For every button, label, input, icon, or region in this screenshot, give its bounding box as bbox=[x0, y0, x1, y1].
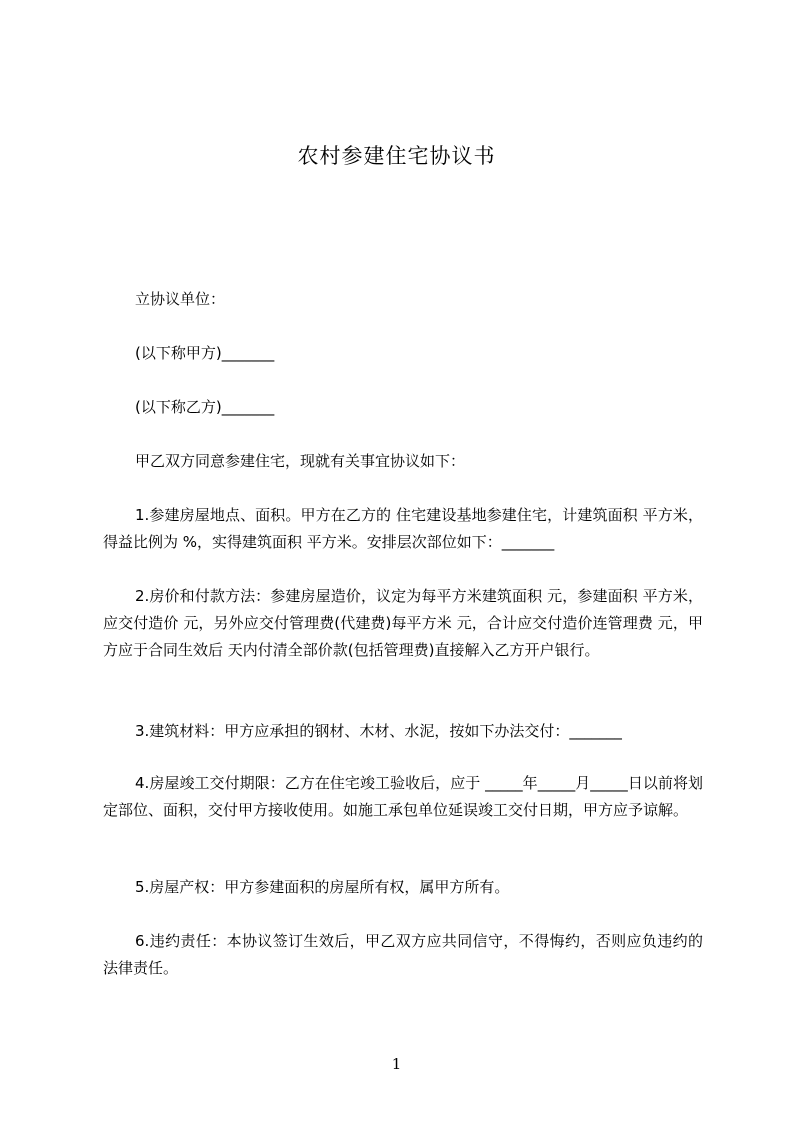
paragraph-party-b bbox=[103, 394, 703, 421]
paragraph-text: 3.建筑材料：甲方应承担的钢材、木材、水泥，按如下办法交付：_______ bbox=[135, 722, 622, 740]
clause-3-materials bbox=[103, 718, 703, 745]
paragraph-party-a bbox=[103, 340, 703, 367]
paragraph-text: 1.参建房屋地点、面积。甲方在乙方的 住宅建设基地参建住宅，计建筑面积 平方米，得益比例为 %，实得建筑面积 平方米。安排层次部位如下：_______ bbox=[103, 506, 703, 551]
paragraph-text: 甲乙双方同意参建住宅，现就有关事宜协议如下： bbox=[135, 452, 466, 470]
paragraph-text: 5.房屋产权：甲方参建面积的房屋所有权，属甲方所有。 bbox=[135, 878, 510, 896]
paragraph-text: 2.房价和付款方法：参建房屋造价，议定为每平方米建筑面积 元，参建面积 平方米，应交付造价 元，另外应交付管理费(代建费)每平方米 元，合计应交付造价连管理费 元，甲方应于合同生效后 天内付清全部价款(包括管理费)直接解入乙方开户银行。 bbox=[103, 587, 703, 659]
paragraph-intro bbox=[103, 448, 703, 475]
clause-2-price-payment bbox=[103, 583, 703, 664]
paragraph-parties-heading bbox=[103, 286, 703, 313]
clause-6-liability bbox=[103, 928, 703, 982]
document-title: 农村参建住宅协议书 bbox=[297, 144, 496, 168]
paragraph-text: 6.违约责任：本协议签订生效后，甲乙双方应共同信守，不得悔约，否则应负违约的法律责任。 bbox=[103, 932, 703, 977]
paragraph-text: 4.房屋竣工交付期限：乙方在住宅竣工验收后，应于 _____年_____月_____日以前将划定部位、面积，交付甲方接收使用。如施工承包单位延误竣工交付日期，甲方应予谅解。 bbox=[103, 774, 703, 819]
clause-1-location-area bbox=[103, 502, 703, 556]
clause-5-ownership bbox=[103, 874, 703, 901]
paragraph-text: 立协议单位： bbox=[135, 290, 226, 308]
paragraph-text: (以下称乙方)_______ bbox=[135, 398, 275, 416]
page-number: 1 bbox=[391, 1055, 402, 1073]
clause-4-delivery-deadline bbox=[103, 770, 703, 824]
paragraph-text: (以下称甲方)_______ bbox=[135, 344, 275, 362]
